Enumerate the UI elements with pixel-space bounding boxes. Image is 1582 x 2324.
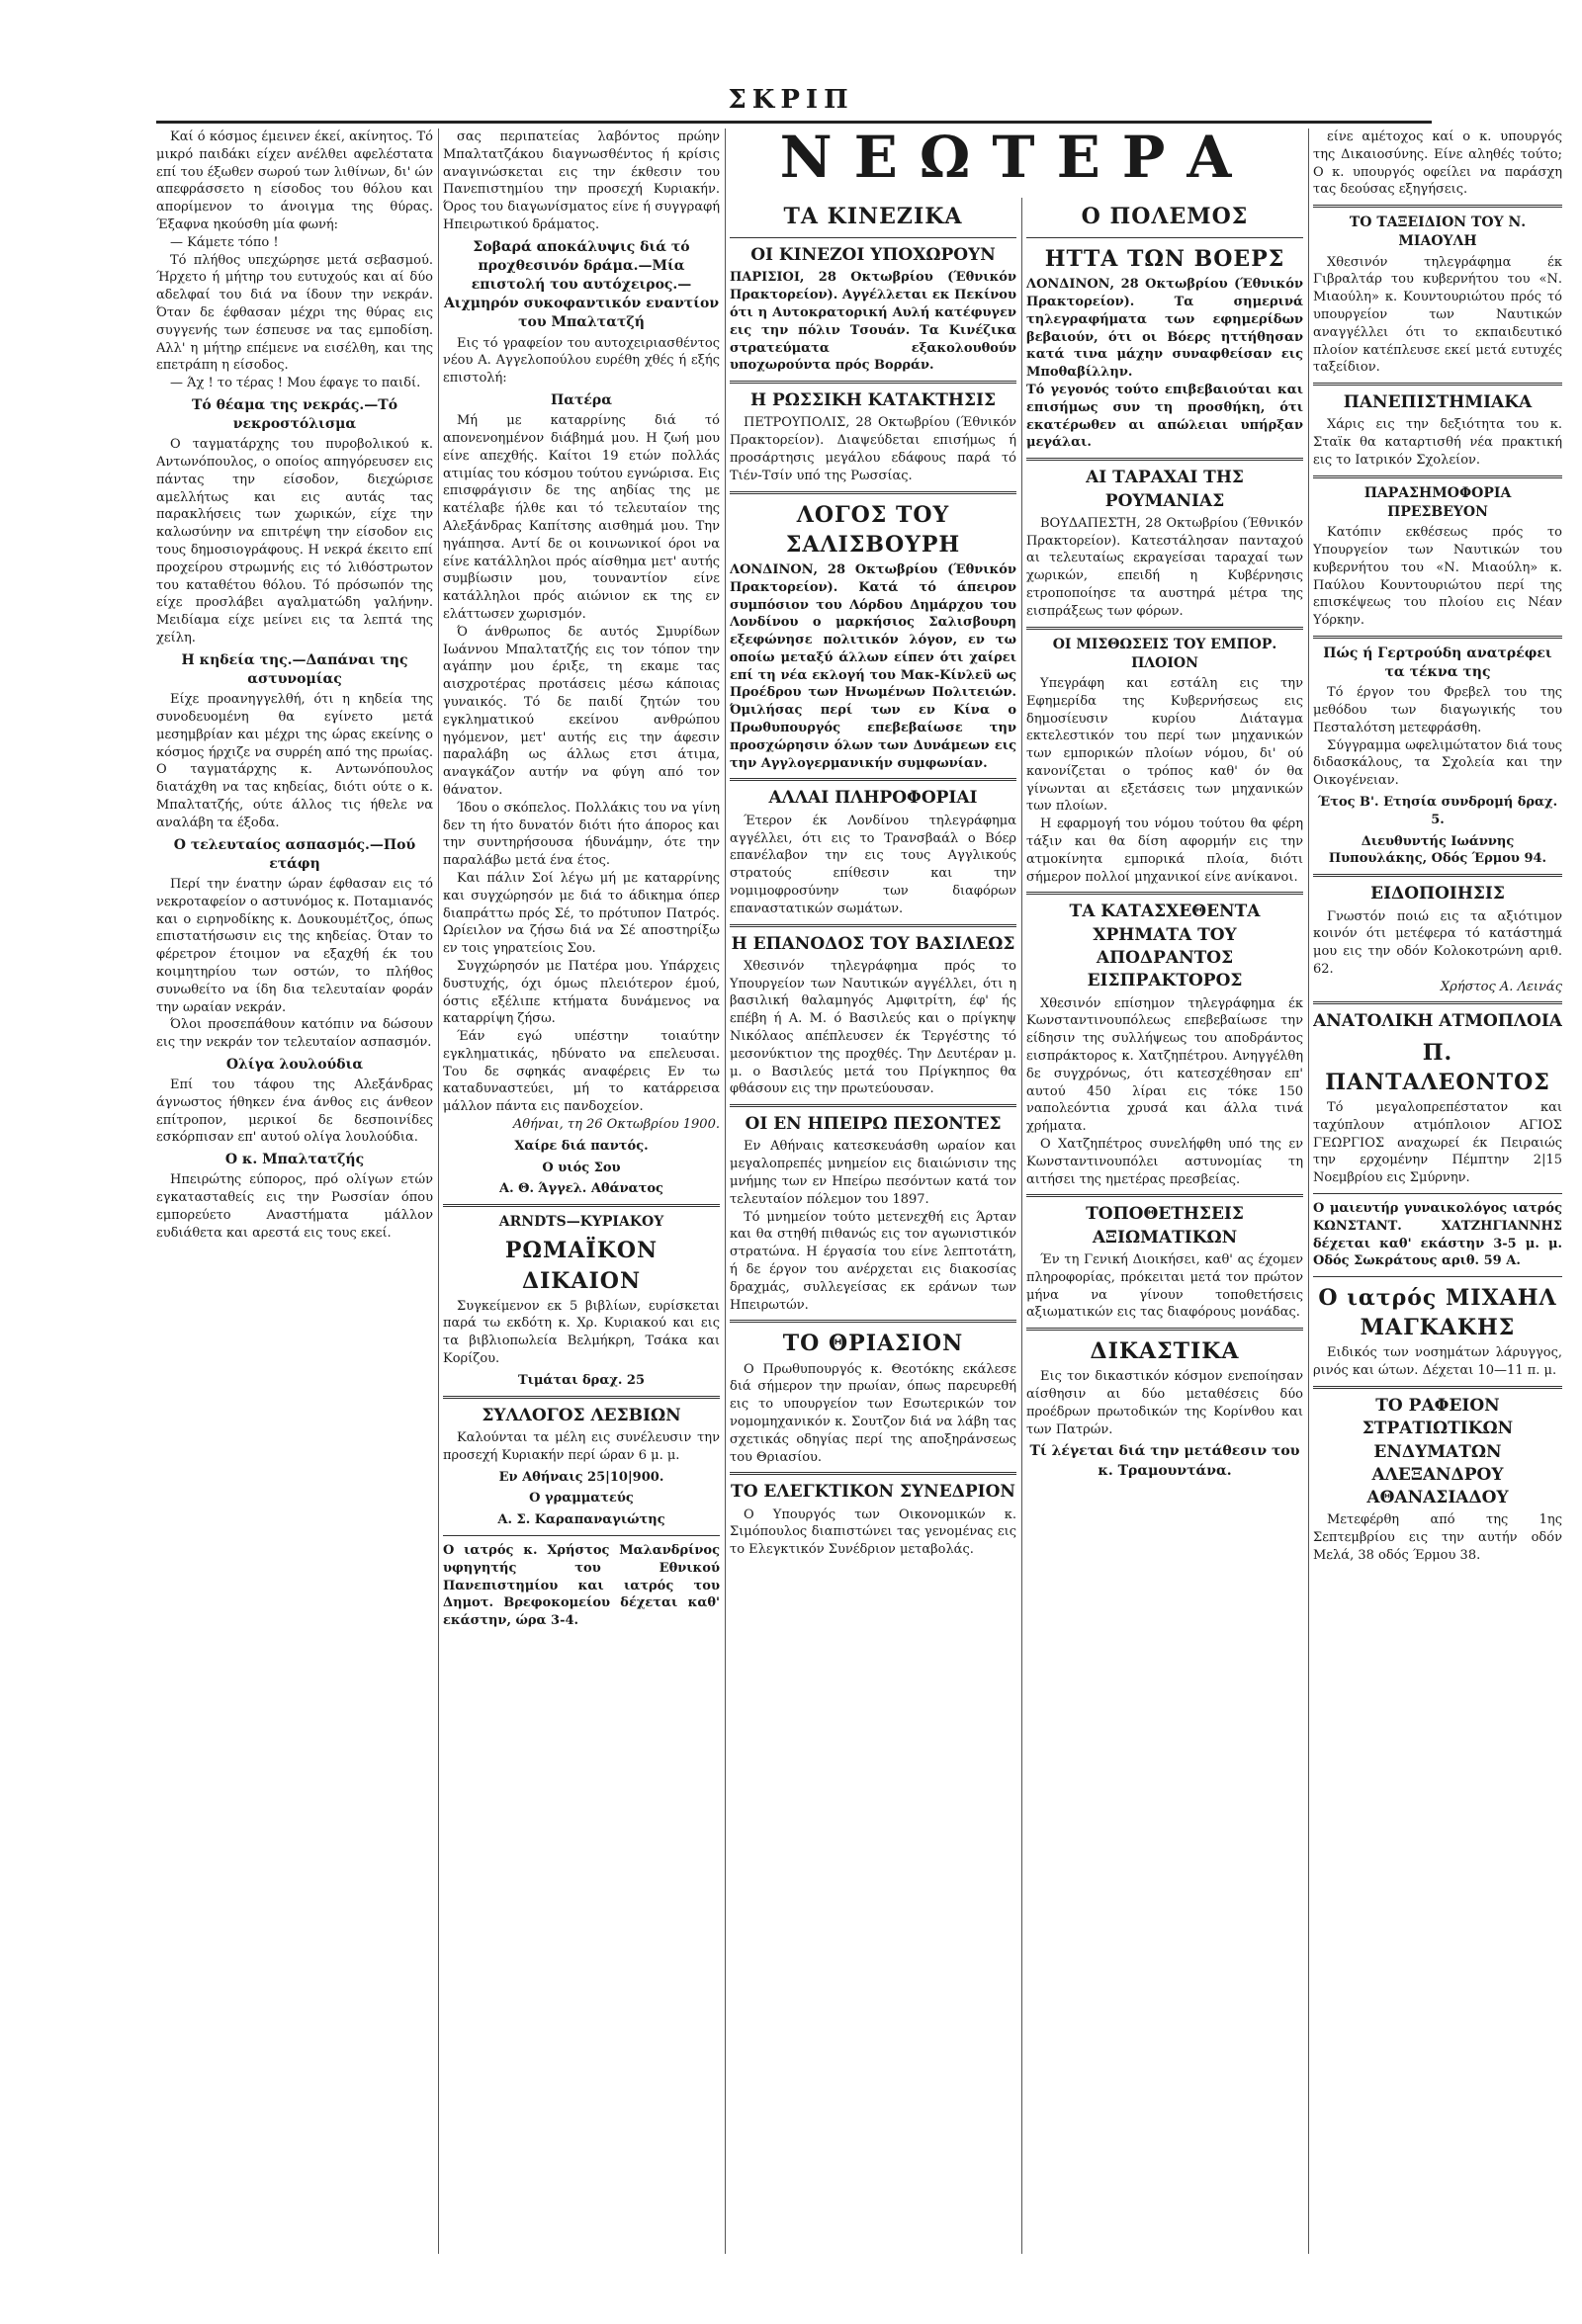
paragraph: Χθεσινόν τηλεγράφημα έκ Γιβραλτάρ του κυβερνήτου του «Ν. Μιαούλη» κ. Κουντουριώτου πρός τό υπουργείον των Ναυτικών αναγγέλλει ότι το εκπαιδευτικό πλοίον κατέπλευσε εκεί μετά ευτυχές ταξείδιον. [1313,254,1562,376]
divider [443,1396,720,1399]
section-heading: Ολίγα λουλούδια [225,1056,364,1073]
section-heading: Σοβαρά αποκάλυψις διά τό προχθεσινόν δράμα.—Μία επιστολή του αυτόχειρος.—Αιχμηρόν συκοφαντικόν εναντίον του Μπαλτατζή [443,238,720,331]
ad-price: Τιμάται δραχ. 25 [517,1372,646,1388]
section-heading: ΗΤΤΑ ΤΩΝ ΒΟΕΡΣ [1044,246,1285,273]
divider [730,1320,1016,1323]
paragraph: Όλοι προσεπάθουν κατόπιν να δώσουν εις την νεκράν τον τελευταίον ασπασμόν. [156,1017,433,1051]
paragraph: ΛΟΝΔΙΝΟΝ, 28 Οκτωβρίου (Έθνικόν Πρακτορείον). Τα σημερινά τηλεγραφήματα των εφημερίδων βεβαιούν, ότι οι Βόερς ηττήθησαν κατά τινα μάχην συναφθείσαν εις Μποθαβίλλην. [1026,277,1303,381]
paragraph: Έτερον έκ Λονδίνου τηλεγράφημα αγγέλλει, ότι εις το Τρανσβαάλ ο Βόερ επανέλαβον την εις τους Αγγλικούς στρατούς επίθεσιν και την νομιμοφροσύνην των διαφόρων επαναστατικών σωμάτων. [730,813,1016,916]
paragraph: Ο Χατζηπέτρος συνελήφθη υπό της εν Κωνσταντινουπόλει αστυνομίας τη αιτήσει της ημετέρας πρεσβείας. [1026,1136,1303,1187]
ad-text: Ο μαιευτήρ γυναικολόγος ιατρός ΚΩΝΣΤΑΝΤ. ΧΑΤΖΗΓΙΑΝΝΗΣ δέχεται καθ' εκάστην 3-5 μ. μ. Οδός Σωκράτους αριθ. 59 Α. [1313,1201,1562,1269]
section-heading: Ο τελευταίος ασπασμός.—Πού ετάφη [173,836,416,872]
section-heading: ΛΟΓΟΣ ΤΟΥ ΣΑΛΙΣΒΟΥΡΗ [785,501,961,558]
ad-heading: ΣΥΛΛΟΓΟΣ ΛΕΣΒΙΩΝ [482,1405,681,1425]
column-3 [730,198,1016,2254]
divider [1313,1386,1562,1389]
divider [443,1204,720,1207]
divider [1026,892,1303,895]
divider [730,491,1016,494]
section-heading: ΠΑΡΑΣΗΜΟΦΟΡΙΑ ΠΡΕΣΒΕΥΟΝ [1363,484,1512,520]
divider [1026,458,1303,461]
paragraph: Υπεγράφη και εστάλη εις την Εφημερίδα της Κυβερνήσεως εις δημοσίευσιν κυρίου Διάταγμα εκτελεστικόν του περί των μηχανικών των εμπορικών πλοίων νόμου, δι' ού κανονίζεται ο τρόπος καθ' όν θα γίνωνται αι εξετάσεις των μηχανικών των πλοίων. [1026,675,1303,815]
paragraph: — Άχ ! το τέρας ! Μου έφαγε το παιδί. [170,376,421,391]
divider [1313,1001,1562,1004]
ad-title: Π. ΠΑΝΤΑΛΕΟΝΤΟΣ [1325,1039,1550,1095]
feature-title: ΝΕΩΤΕΡΑ [779,124,1254,191]
paragraph: Ηπειρώτης εύπορος, πρό ολίγων ετών εγκατασταθείς εις την Ρωσσίαν όπου εμπορεύετο Αναστήματα μάλλον ευδιάθετα και αρεστά εις τους εκεί. [156,1172,433,1241]
column-5 [1313,129,1562,2254]
section-heading: ΤΟΠΟΘΕΤΗΣΕΙΣ ΑΞΙΩΜΑΤΙΚΩΝ [1086,1204,1244,1248]
ad-signature: Α. Σ. Καραπαναγιώτης [497,1512,665,1528]
paragraph: Μή με καταρρίνης διά τό απονενοημένον διάβημά μου. Η ζωή μου είνε απεχθής. Καίτοι 19 ετών πολλάς ατιμίας του κόσμου τούτου εγνώρισα. Εις επισφράγισιν δε της αηδίας της με κατέλαβε ήλθε και τό τελευταίον της Αλεξάνδρας Καπίτσης αισθημά μου. Την ηγάπησα. Αντί δε οι κοινωνικοί όροι να είνε κατάλληλοι πρός αίσθημα μετ' αυτής συμβίωσιν μου, τουναντίον είνε κατάλληλοι πρός αιώνιον εκ της εν ελάττωσεν χωρισμόν. [443,413,720,622]
letter-signature: Α. Θ. Άγγελ. Αθάνατος [499,1181,663,1197]
paragraph: Ο ταγματάρχης του πυροβολικού κ. Αντωνόπουλος, ο οποίος απηγόρευσεν εις πάντας την είσοδον, διεχώρισε αμελλήτως και εις αυτάς τας παρακλήσεις των χωρικών, είχε την καλωσύνην να επιτρέψη την είσοδον εις τους δημοσιογράφους. Η νεκρά έκειτο επί προχείρου στρωμνής εις τό λιθόστρωτον του καταθέτου θόλου. Τό πρόσωπόν της είχε προσλάβει αγαλματώδη γαλήνην. Μειδίαμα είχε μείνει εις τα λεπτά της χείλη. [156,437,433,646]
paragraph: Ό άνθρωπος δε αυτός Σμυρίδων Ιωάννου Μπαλτατζής εις τον τόπον την αγάπην μου έριξε, τη εκαμε τας αισχροτέρας προτάσεις μέσω κάποιας γυναικός. Τό δε παιδί ζητών του εγκληματικού εκείνου ανθρώπου ηγόμενον, μετ' αυτής εις την άφεσιν παραλάβη ως άλλως ετσι άτιμα, αναγκάζον αυτήν να φύγη από τον θάνατον. [443,624,720,798]
signature: Χρήστος Α. Λεινάς [1440,979,1562,994]
paragraph: Έν τη Γενική Διοικήσει, καθ' ας έχομεν πληροφορίας, πρόκειται μετά τον πρώτον μήνα να γίνουν τοποθετήσεις αξιωματικών εις τας διαφόρους μονάδας. [1026,1251,1303,1321]
paragraph: Χάρις εις την δεξιότητα του κ. Σταϊκ θα καταρτισθή νέα πρακτική εις το Ιατρικόν Σχολείον. [1313,417,1562,468]
paragraph: Ίδου ο σκόπελος. Πολλάκις του να γίνη δεν τη ήτο δυνατόν διότι ήτο άπορος και την συντηρήσουσα ήδυνάμην, ότε την παραλάβω μετά ένα έτος. [443,800,720,869]
divider [1313,205,1562,208]
ad-heading: ΑΝΑΤΟΛΙΚΗ ΑΤΜΟΠΛΟΙΑ [1313,1011,1562,1032]
section-heading: ΟΙ ΕΝ ΗΠΕΙΡΩ ΠΕΣΟΝΤΕΣ [745,1114,1002,1135]
divider [1026,1194,1303,1197]
ad-text: Μετεφέρθη από της 1ης Σεπτεμβρίου εις την αυτήν οδόν Μελά, 38 οδός Έρμου 38. [1313,1512,1562,1564]
ad-title: ΡΩΜΑΪΚΟΝ ΔΙΚΑΙΟΝ [504,1238,659,1294]
paragraph: Η εφαρμογή του νόμου τούτου θα φέρη τάξιν και θα δίση αφορμήν εις την ατμοκίνητα εμπορικά πλοία, διότι σήμερον πολλοί μηχανικοί είνε ανίκανοι. [1026,817,1303,885]
section-heading: Τί λέγεται διά την μετάθεσιν του κ. Τραμουντάνα. [1029,1443,1300,1479]
paragraph: Ο Πρωθυπουργός κ. Θεοτόκης εκάλεσε διά σήμερον την πρωίαν, όπως παρευρεθή εις το υπουργείον των Εσωτερικών τον νομομηχανικόν κ. Σουτζον διά να λάβη τας σχετικάς οδηγίας περί της αποξηράνσεως του Θριασίου. [730,1361,1016,1465]
section-heading: ΟΙ ΚΙΝΕΖΟΙ ΥΠΟΧΩΡΟΥΝ [750,245,996,266]
paragraph: ΒΟΥΔΑΠΕΣΤΗ, 28 Οκτωβρίου (Έθνικόν Πρακτορείον). Κατεστάλησαν πανταχού αι τελευταίως εκραγείσαι ταραχαί των χωρικών, επειδή η Κυβέρνησις ετροποποίησε τα αυστηρά μέτρα της εισπράξεως των φόρων. [1026,515,1303,619]
ad-title: Ο ιατρός ΜΙΧΑΗΛ ΜΑΓΚΑΚΗΣ [1318,1285,1557,1341]
section-heading: Η ΡΩΣΣΙΚΗ ΚΑΤΑΚΤΗΣΙΣ [750,390,996,411]
divider [730,924,1016,927]
letter-closing: Χαίρε διά παντός. [514,1138,649,1154]
divider [1313,874,1562,877]
divider [1313,1276,1562,1277]
paragraph: Συγχώρησόν με Πατέρα μου. Υπάρχεις δυστυχής, όχι όμως πλειότερον έμού, όστις εξέλιπε κτήματα δυνάμενος να καταρρίψη ζήσω. [443,958,720,1027]
ad-text: Συγκείμενον εκ 5 βιβλίων, ευρίσκεται παρά τω εκδότη κ. Χρ. Κυριακού και εις τα βιβλιοπωλεία Βελμήκρη, Τσάκα και Κορίζου. [443,1298,720,1367]
paragraph: Τό μνημείον τούτο μετενεχθή εις Άρταν και θα στηθή πιθανώς εις τον αγωνιστικόν στρατώνα. Η έργασία του είνε λεπτοτάτη, ή δε έργον του ανέρχεται εις διακοσίας δραχμάς, συλλεγείσας εκ εράνων των Ηπειρωτών. [730,1209,1016,1313]
letter-date: Αθήναι, τη 26 Οκτωβρίου 1900. [512,1117,720,1133]
section-heading: ΠΑΝΕΠΙΣΤΗΜΙΑΚΑ [1343,392,1533,413]
paragraph: Χθεσινόν επίσημον τηλεγράφημα έκ Κωνσταντινουπόλεως επεβεβαίωσε την είδησιν της συλλήψεως του αποδράντος εισπράκτορος κ. Χατζηπέτρου. Ανηγγέλθη δε συγχρόνως, ότι κατεσχέθησαν επ' αυτού 450 λίραι εις τόκε 150 ναπολεόντια χρυσά και άλλα τινά χρήματα. [1026,995,1303,1135]
ad-heading: ARNDTS—ΚΥΡΙΑΚΟΥ [498,1214,664,1231]
section-heading: ΤΑ ΚΑΤΑΣΧΕΘΕΝΤΑ ΧΡΗΜΑΤΑ ΤΟΥ ΑΠΟΔΡΑΝΤΟΣ ΕΙΣΠΡΑΚΤΟΡΟΣ [1069,902,1261,991]
column-divider [438,129,439,2254]
letter-signature-line: Ο υιός Σου [542,1160,621,1175]
section-heading: ΟΙ ΜΙΣΘΩΣΕΙΣ ΤΟΥ ΕΜΠΟΡ. ΠΛΟΙΟΝ [1052,636,1277,671]
paragraph: Επί του τάφου της Αλεξάνδρας άγνωστος ήθηκεν ένα άνθος εις άνθεον επίτροπον, μερικοί δε δεσποινίδες εσκόρπισαν επ' αυτού ολίγα λουλούδια. [156,1077,433,1146]
paragraph: ΠΑΡΙΣΙΟΙ, 28 Οκτωβρίου (Έθνικόν Πρακτορείον). Αγγέλλεται εκ Πεκίνου ότι η Αυτοκρατορική Αυλή κατέφυγεν εις την πόλιν Τσουάν. Τα Κινέζικα στρατεύματα εξακολουθούν υποχωρούντα πρός Βορράν. [730,270,1016,374]
paragraph: Εν Αθήναις κατεσκευάσθη ωραίον και μεγαλοπρεπές μνημείον εις διαιώνισιν της μνήμης των εν Ηπείρω πεσόντων κατά τον τελευταίον πόλεμον του 1897. [730,1139,1016,1207]
paragraph: Περί την ένατην ώραν έφθασαν εις τό νεκροταφείον ο αστυνόμος κ. Ποταμιανός και ο ειρηνοδίκης κ. Δουκουμέτζος, όπως επιστατήσωσιν εις της κηδείας. Όταν το φέρετρον έτοιμον να εξαχθή έκ του κοιμητηρίου των οστών, το πλήθος συνωθείτο να ίδη δια τελευταίαν φοράν την ωραίαν νεκράν. [156,876,433,1015]
divider [1313,636,1562,639]
section-heading: ΤΟ ΘΡΙΑΣΙΟΝ [782,1331,964,1357]
paragraph: ΠΕΤΡΟΥΠΟΛΙΣ, 28 Οκτωβρίου (Έθνικόν Πρακτορείον). Διαψεύδεται επισήμως ή προσάρτησις μεγάλου εδάφους παρά τό Τιέν-Τσίν υπό της Ρωσσίας. [730,415,1016,483]
column-2 [443,129,720,2254]
paragraph: σας περιπατείας λαβόντος πρώην Μπαλτατζάκου διαγνωσθέντος ή κρίσις αναγινώσκεται εις την έκθεσιν του Πανεπιστημίου την προσεχή Κυριακήν. Όρος του διαγωνίσματος είνε ή συγγραφή Ηπειρωτικού δράματος. [443,129,720,232]
ad-text: Σύγγραμμα ωφελιμώτατον διά τους διδασκάλους, τα Σχολεία και την Οικογένειαν. [1313,737,1562,789]
paragraph: Τό γεγονός τούτο επιβεβαιούται και επισήμως συν τη προσθήκη, ότι εκατέρωθεν αι απώλειαι υπήρξαν μεγάλαι. [1026,383,1303,451]
masthead: ΣΚΡΙΠ [728,85,854,115]
section-heading: ΕΙΔΟΠΟΙΗΣΙΣ [1370,884,1505,904]
ad-text: Τό έργον του Φρεβελ του της μεθόδου των διαγωγικής του Πεσταλότση μετεφράσθη. [1313,685,1562,735]
column-divider [1308,129,1309,2254]
letter-salutation: Πατέρα [550,392,612,409]
divider [1313,475,1562,478]
column-divider [725,129,726,2254]
divider [1026,1328,1303,1331]
divider [1313,1193,1562,1194]
divider [730,381,1016,384]
ad-title: ΤΟ ΡΑΦΕΙΟΝ ΣΤΡΑΤΙΩΤΙΚΩΝ ΕΝΔΥΜΑΤΩΝ ΑΛΕΞΑΝΔΡΟΥ ΑΘΑΝΑΣΙΑΔΟΥ [1362,1396,1514,1508]
ad-date: Εν Αθήναις 25|10|900. [498,1469,664,1485]
section-heading: ΤΟ ΕΛΕΓΚΤΙΚΟΝ ΣΥΝΕΔΡΙΟΝ [731,1482,1015,1503]
divider [730,778,1016,781]
section-heading: ΤΑ ΚΙΝΕΖΙΚΑ [783,204,963,229]
column-1 [156,129,433,2254]
divider [443,1535,720,1536]
section-heading: Ο κ. Μπαλτατζής [224,1152,365,1168]
ad-text: Ειδικός των νοσημάτων λάρυγγος, ρινός και ώτων. Δέχεται 10—11 π. μ. [1313,1345,1562,1379]
divider [730,1472,1016,1475]
ad-text: Ο ιατρός κ. Χρήστος Μαλανδρίνος υφηγητής του Εθνικού Πανεπιστημίου και ιατρός του Δημοτ. Βρεφοκομείου δέχεται καθ' εκάστην, ώρα 3-4. [443,1542,720,1629]
column-4 [1026,198,1303,2254]
paragraph: Ο Υπουργός των Οικονομικών κ. Σιμόπουλος διαπιστώνει τας γενομένας εις το Ελεγκτικόν Συνέδριον μεταβολάς. [730,1506,1016,1558]
column-divider [1021,198,1022,2254]
paragraph: Κατόπιν εκθέσεως πρός το Υπουργείον των Ναυτικών του κυβερνήτου του «Ν. Μιαούλη» κ. Παύλου Κουντουριώτου περί της επισκέψεως του πλοίου εις Νέαν Υόρκην. [1313,525,1562,629]
divider [1026,237,1303,238]
paragraph: Καί ό κόσμος έμεινεν έκεί, ακίνητος. Τό μικρό παιδάκι είχεν ανέλθει αφελέστατα επί του έξωθεν σωρού των λιθίνων, δι' ών απεφράσσετο η είσοδος του θόλου και απορίμενον το άνοιγμα της θύρας. Έξαφνα ηκούσθη μία φωνή: [156,129,433,232]
section-heading: Η ΕΠΑΝΟΔΟΣ ΤΟΥ ΒΑΣΙΛΕΩΣ [731,933,1015,954]
section-heading: Η κηδεία της.—Δαπάναι της αστυνομίας [181,651,408,688]
paragraph: Εις τον δικαστικόν κόσμον ενεποίησαν αίσθησιν αι δύο μεταθέσεις δύο προέδρων πρωτοδικών της Κορίνθου και των Πατρών. [1026,1369,1303,1437]
section-heading: ΑΛΛΑΙ ΠΛΗΡΟΦΟΡΙΑΙ [768,788,978,809]
paragraph: Και πάλιν Σοί λέγω μή με καταρρίνης και συγχώρησόν με διά το άδικημα όπερ διαπράττω πρός Σέ, το πρότυπον Πατρός. Ωρίειλον να ζήσω διά να Σέ αποστηρίξω εν τοις γηρατείοις Σου. [443,870,720,957]
divider [730,237,1016,238]
divider [1313,383,1562,386]
ad-text: Έτος Β'. Ετησία συνδρομή δραχ. 5. [1317,795,1558,827]
paragraph: Έάν εγώ υπέστην τοιαύτην εγκληματικάς, ηδύνατο να επελευσαι. Του δε σφηκάς αναφέρεις Εν τω καταδυναστεύει, μή το κατάρρεισα μάλλον πάντα εις πανδοχείον. [443,1029,720,1115]
paragraph: ΛΟΝΔΙΝΟΝ, 28 Οκτωβρίου (Έθνικόν Πρακτορείον). Κατά τό άπειρον συμπόσιον του Λόρδου Δημάρχου του Λονδίνου ο μαρκήσιος Σαλισβουρη εξεφώνησε πολιτικόν λόγον, εν τω οποίω μεταξύ άλλων είπεν ότι χαίρει επί τη νέα εκλογή του Μακ-Κίνλεϋ ως Προέδρου των Ηνωμένων Πολιτειών. Όμιλήσας περί των εν Κίνα ο Πρωθυπουργός επεβεβαίωσε την προσχώρησιν όλων των Δυνάμεων εις την Αγγλογερμανικήν συμφωνίαν. [730,561,1016,771]
paragraph: — Κάμετε τόπο ! [170,234,279,250]
section-heading: ΔΙΚΑΣΤΙΚΑ [1090,1338,1240,1365]
ad-signature-line: Ο γραμματεύς [529,1491,634,1506]
paragraph: είνε αμέτοχος καί ο κ. υπουργός της Δικαιοσύνης. Είνε αληθές τούτο; Ο κ. υπουργός οφείλει να παράσχη τας δεούσας εξηγήσεις. [1313,129,1562,198]
paragraph: Τό πλήθος υπεχώρησε μετά σεβασμού. Ήρχετο ή μήτηρ του ευτυχούς και αί δύο αδελφαί του διά να ίδουν την νεκράν. Όταν δε έφθασαν μέχρι της θύρας εις συγγενής των έσπευσε να τας εμποδίση. Αλλ' η μήτηρ επέμενε να εισέλθη, και της επετράπη η είσοδος. [156,252,433,374]
ad-text: Καλούνται τα μέλη εις συνέλευσιν την προσεχή Κυριακήν περί ώραν 6 μ. μ. [443,1429,720,1463]
section-heading: Ο ΠΟΛΕΜΟΣ [1081,204,1249,229]
ad-text: Διευθυντής Ιωάννης Πυπουλάκης, Οδός Έρμου 94. [1328,833,1547,867]
paragraph: Είχε προανηγγελθή, ότι η κηδεία της συνοδευομένη θα εγίνετο μετά μεσημβρίαν και μέχρι της ώρας εκείνης ο κόσμος ήρχιζε να συρρέη από της πρωίας. Ο ταγματάρχης κ. Αντωνόπουλος διατάχθη να τας κηδείας, διότι ούτε ο κ. Μπαλτατζής, ούτε άλλος τις ήθελε να αναλάβη τα έξοδα. [156,692,433,830]
divider [1026,627,1303,630]
section-heading: ΤΟ ΤΑΞΕΙΔΙΟΝ ΤΟΥ Ν. ΜΙΑΟΥΛΗ [1349,215,1527,250]
paragraph: Εις τό γραφείον του αυτοχειριασθέντος νέου Α. Αγγελοπούλου ευρέθη χθές ή εξής επιστολή: [443,335,720,387]
paragraph: Γνωστόν ποιώ εις τα αξιότιμον κοινόν ότι μετέφερα τό κατάστημά μου εις την οδόν Κολοκοτρώνη αριθ. 62. [1313,908,1562,977]
section-heading: Τό θέαμα της νεκράς.—Τό νεκροστόλισμα [191,396,398,433]
section-heading: ΑΙ ΤΑΡΑΧΑΙ ΤΗΣ ΡΟΥΜΑΝΙΑΣ [1086,468,1244,511]
divider [730,1104,1016,1107]
paragraph: Χθεσινόν τηλεγράφημα πρός το Υπουργείον των Ναυτικών αγγέλλει, ότι η βασιλική θαλαμηγός Αμφιτρίτη, έφ' ής επέβη ή Α. Μ. ό Βασιλεύς και ο πρίγκηψ Νικόλαος απέπλευσεν έκ Τεργέστης τό μεσονύκτιον της προχθές. Την Δευτέραν μ. μ. ο Βασιλεύς μετά του Πρίγκηπος θα φθάσουν εις την πρωτεύουσαν. [730,958,1016,1097]
ad-text: Τό μεγαλοπρεπέστατον και ταχύπλουν ατμόπλοιον ΑΓΙΟΣ ΓΕΩΡΓΙΟΣ αναχωρεί έκ Πειραιώς την ερχομένην Πέμπτην 2|15 Νοεμβρίου εις Σμύρνην. [1313,1100,1562,1186]
ad-heading: Πώς ή Γερτρούδη ανατρέφει τα τέκνα της [1323,645,1552,681]
